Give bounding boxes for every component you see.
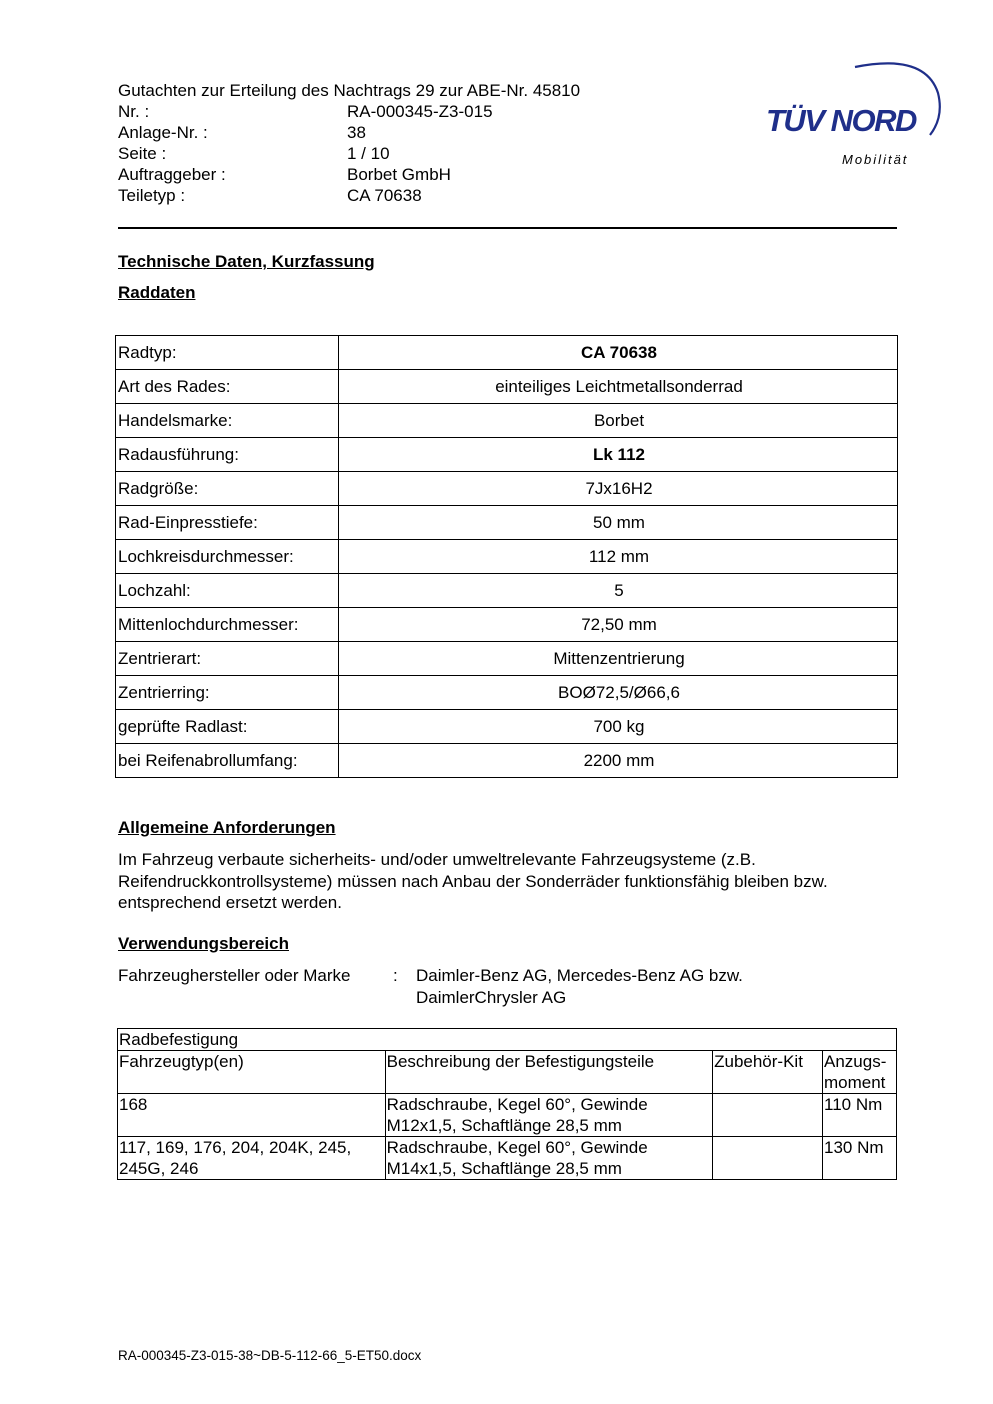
wheel-value: 5 — [339, 574, 898, 608]
wheel-value: Borbet — [339, 404, 898, 438]
wheel-label: Lochzahl: — [116, 574, 339, 608]
header-label: Teiletyp : — [118, 186, 186, 205]
wheel-label: geprüfte Radlast: — [116, 710, 339, 744]
wheel-label: Art des Rades: — [116, 370, 339, 404]
wheel-value: Lk 112 — [339, 438, 898, 472]
header-row-seite — [118, 143, 678, 164]
table-row — [116, 540, 898, 574]
logo-subtitle: Mobilität — [842, 152, 909, 167]
vehicle-types-cell: 168 — [118, 1094, 386, 1137]
wheel-label: Radtyp: — [116, 336, 339, 370]
column-header: Zubehör-Kit — [713, 1051, 823, 1094]
wheel-label: Zentrierart: — [116, 642, 339, 676]
fastener-description-cell — [385, 1094, 712, 1137]
header-value: 38 — [347, 123, 366, 142]
header-label: Auftraggeber : — [118, 165, 226, 184]
wheel-label: Radgröße: — [116, 472, 339, 506]
manufacturer-value-line: Daimler-Benz AG, Mercedes-Benz AG bzw. — [416, 966, 743, 985]
torque-cell: 110 Nm — [823, 1094, 897, 1137]
table-row — [118, 1137, 897, 1180]
wheel-label: Handelsmarke: — [116, 404, 339, 438]
vehicle-types-cell: 117, 169, 176, 204, 204K, 245, 245G, 246 — [118, 1137, 386, 1180]
wheel-label: Lochkreisdurchmesser: — [116, 540, 339, 574]
table-caption-row — [118, 1029, 897, 1051]
header-row-nr — [118, 101, 678, 122]
footer-filename: RA-000345-Z3-015-38~DB-5-112-66_5-ET50.docx — [118, 1348, 422, 1363]
table-row — [116, 472, 898, 506]
header-row-teiletyp — [118, 185, 678, 206]
table-header-row — [118, 1051, 897, 1094]
section-title-verwendungsbereich: Verwendungsbereich — [118, 934, 289, 953]
wheel-value: 700 kg — [339, 710, 898, 744]
header-value: RA-000345-Z3-015 — [347, 102, 493, 121]
table-row — [116, 608, 898, 642]
manufacturer-value-line: DaimlerChrysler AG — [416, 987, 567, 1007]
requirements-paragraph: Im Fahrzeug verbaute sicherheits- und/oder umweltrelevante Fahrzeugsysteme (z.B. Reifendruckkontrollsysteme) müssen nach Anbau der Sonderräder funktionsfähig bleiben bzw. entsprechend ersetzt werden. — [118, 850, 828, 912]
tuev-nord-logo — [760, 55, 950, 175]
accessory-kit-cell — [713, 1137, 823, 1180]
wheel-value: einteiliges Leichtmetallsonderrad — [339, 370, 898, 404]
wheel-value: 72,50 mm — [339, 608, 898, 642]
wheel-value: 50 mm — [339, 506, 898, 540]
wheel-label: Zentrierring: — [116, 676, 339, 710]
column-header-line: moment — [824, 1073, 886, 1092]
description-line: Radschraube, Kegel 60°, Gewinde — [386, 1138, 648, 1157]
wheel-label: Mittenlochdurchmesser: — [116, 608, 339, 642]
header-row-anlage — [118, 122, 678, 143]
wheel-label: Radausführung: — [116, 438, 339, 472]
wheel-value: Mittenzentrierung — [339, 642, 898, 676]
section-title-allgemeine-anforderungen: Allgemeine Anforderungen — [118, 818, 336, 837]
wheel-value: 2200 mm — [339, 744, 898, 778]
table-row — [116, 336, 898, 370]
description-line: M14x1,5, Schaftlänge 28,5 mm — [386, 1159, 622, 1178]
column-header-line: Anzugs- — [824, 1052, 887, 1071]
wheel-label: Rad-Einpresstiefe: — [116, 506, 339, 540]
accessory-kit-cell — [713, 1094, 823, 1137]
table-row — [116, 676, 898, 710]
wheel-label: bei Reifenabrollumfang: — [116, 744, 339, 778]
header-divider — [118, 227, 897, 229]
fastener-description-cell — [385, 1137, 712, 1180]
table-row — [118, 1094, 897, 1137]
wheel-value: CA 70638 — [339, 336, 898, 370]
header-value: Borbet GmbH — [347, 165, 451, 184]
section-title-technische-daten: Technische Daten, Kurzfassung — [118, 252, 375, 271]
column-header — [823, 1051, 897, 1094]
header-row-auftraggeber — [118, 164, 678, 185]
header-label: Nr. : — [118, 102, 150, 121]
table-row — [116, 370, 898, 404]
description-line: M12x1,5, Schaftlänge 28,5 mm — [386, 1116, 622, 1135]
table-row — [116, 574, 898, 608]
column-header: Beschreibung der Befestigungsteile — [385, 1051, 712, 1094]
document-title: Gutachten zur Erteilung des Nachtrags 29 zur ABE-Nr. 45810 — [118, 81, 581, 100]
header-label: Seite : — [118, 144, 167, 163]
header-value: 1 / 10 — [347, 144, 390, 163]
manufacturer-label: Fahrzeughersteller oder Marke — [118, 966, 351, 985]
manufacturer-value — [416, 965, 856, 1008]
description-line: Radschraube, Kegel 60°, Gewinde — [386, 1095, 648, 1114]
table-row — [116, 506, 898, 540]
manufacturer-colon: : — [393, 966, 398, 985]
header-value: CA 70638 — [347, 186, 422, 205]
section-title-raddaten: Raddaten — [118, 283, 196, 302]
table-row — [116, 744, 898, 778]
table-row — [116, 642, 898, 676]
wheel-fastening-table — [117, 1028, 897, 1180]
table-row — [116, 438, 898, 472]
wheel-value: 112 mm — [339, 540, 898, 574]
table-row — [116, 404, 898, 438]
torque-cell: 130 Nm — [823, 1137, 897, 1180]
column-header: Fahrzeugtyp(en) — [118, 1051, 386, 1094]
wheel-value: 7Jx16H2 — [339, 472, 898, 506]
logo-brand: TÜV NORD — [766, 103, 916, 138]
table-row — [116, 710, 898, 744]
document-header — [118, 80, 678, 206]
wheel-data-table — [115, 335, 898, 778]
table-caption: Radbefestigung — [118, 1029, 897, 1051]
wheel-value: BOØ72,5/Ø66,6 — [339, 676, 898, 710]
header-label: Anlage-Nr. : — [118, 123, 208, 142]
